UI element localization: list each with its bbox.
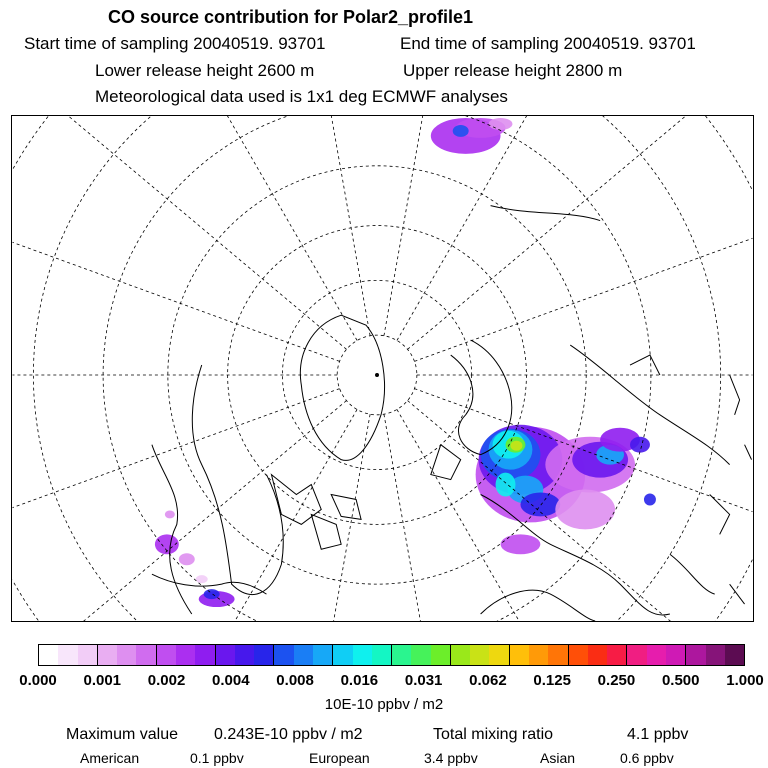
- concentration-patch: [453, 125, 469, 137]
- color-scale-segment: [117, 645, 136, 665]
- color-scale-segment: [195, 645, 214, 665]
- color-scale-unit: 10E-10 ppbv / m2: [324, 696, 444, 713]
- color-scale-segment: [78, 645, 97, 665]
- concentration-patch: [510, 441, 522, 451]
- color-scale-segment: [273, 645, 293, 665]
- color-scale-segment: [548, 645, 567, 665]
- color-scale-segment: [332, 645, 352, 665]
- color-scale-segment: [254, 645, 273, 665]
- color-scale-segment: [529, 645, 548, 665]
- end-time-label: End time of sampling 20040519. 93701: [400, 34, 696, 53]
- color-scale-segment: [372, 645, 391, 665]
- color-scale-tick-label: 0.008: [276, 672, 314, 689]
- color-scale-segment: [685, 645, 705, 665]
- region-asian-name: Asian: [540, 750, 576, 766]
- color-scale-segment: [450, 645, 470, 665]
- color-scale-tick-label: 0.250: [597, 672, 636, 689]
- concentration-patch: [196, 575, 208, 583]
- color-scale-segment: [470, 645, 489, 665]
- color-scale-bar: [38, 644, 745, 666]
- color-scale-segment: [588, 645, 607, 665]
- region-european-value: 3.4 ppbv: [424, 750, 478, 766]
- color-scale-tick-label: 0.500: [661, 672, 700, 689]
- color-scale-tick-label: 0.000: [19, 672, 57, 689]
- coastlines: [152, 206, 752, 621]
- concentration-patch: [496, 473, 516, 497]
- color-scale-tick-label: 0.002: [147, 672, 186, 689]
- region-european-name: European: [309, 750, 370, 766]
- color-scale-segment: [666, 645, 685, 665]
- concentration-patch: [630, 437, 650, 453]
- total-mixing-value: 4.1 ppbv: [627, 726, 689, 743]
- concentration-patch: [501, 534, 541, 554]
- color-scale-tick-label: 0.031: [404, 672, 443, 689]
- color-scale-segment: [706, 645, 725, 665]
- color-scale-segment: [39, 645, 58, 665]
- color-scale-segment: [294, 645, 313, 665]
- color-scale-segment: [215, 645, 235, 665]
- color-scale-segment: [489, 645, 508, 665]
- color-scale-tick-label: 0.125: [533, 672, 571, 689]
- color-scale-tick-label: 0.016: [340, 672, 379, 689]
- color-scale-tick-label: 1.000: [726, 672, 764, 689]
- concentration-patch: [644, 494, 656, 506]
- color-scale-segment: [136, 645, 155, 665]
- met-data-label: Meteorological data used is 1x1 deg ECMWF analyses: [95, 87, 508, 106]
- color-scale-segment: [725, 645, 744, 665]
- lower-height-label: Lower release height 2600 m: [95, 61, 315, 80]
- color-scale-segment: [411, 645, 430, 665]
- concentration-patch: [179, 553, 195, 565]
- color-scale-segment: [97, 645, 117, 665]
- max-value-label: Maximum value: [66, 726, 179, 743]
- total-mixing-label: Total mixing ratio: [433, 726, 554, 743]
- color-scale-segment: [313, 645, 332, 665]
- color-scale-segment: [431, 645, 450, 665]
- concentration-patch: [165, 510, 175, 518]
- color-scale-segment: [58, 645, 77, 665]
- color-scale-segment: [391, 645, 411, 665]
- concentration-patch: [489, 118, 513, 130]
- color-scale-segment: [156, 645, 176, 665]
- concentration-patch: [520, 493, 560, 517]
- region-american-name: American: [80, 750, 140, 766]
- lat-lon-grid: [11, 115, 754, 622]
- color-scale-segment: [607, 645, 626, 665]
- color-scale-segment: [647, 645, 666, 665]
- color-scale-segment: [568, 645, 588, 665]
- polar-map: [11, 115, 754, 622]
- color-scale-tick-label: 0.004: [212, 672, 250, 689]
- color-scale-segment: [235, 645, 254, 665]
- max-value: 0.243E-10 ppbv / m2: [214, 726, 363, 743]
- color-scale-segment: [353, 645, 372, 665]
- upper-height-label: Upper release height 2800 m: [403, 61, 623, 80]
- color-scale-tick-label: 0.062: [469, 672, 507, 689]
- start-time-label: Start time of sampling 20040519. 93701: [24, 34, 326, 53]
- region-asian-value: 0.6 ppbv: [620, 750, 674, 766]
- color-scale-segment: [176, 645, 195, 665]
- plot-title: CO source contribution for Polar2_profile1: [108, 7, 474, 27]
- region-american-value: 0.1 ppbv: [190, 750, 244, 766]
- color-scale-segment: [509, 645, 529, 665]
- concentration-patch: [555, 490, 615, 530]
- color-scale-tick-label: 0.001: [83, 672, 122, 689]
- color-scale-segment: [626, 645, 646, 665]
